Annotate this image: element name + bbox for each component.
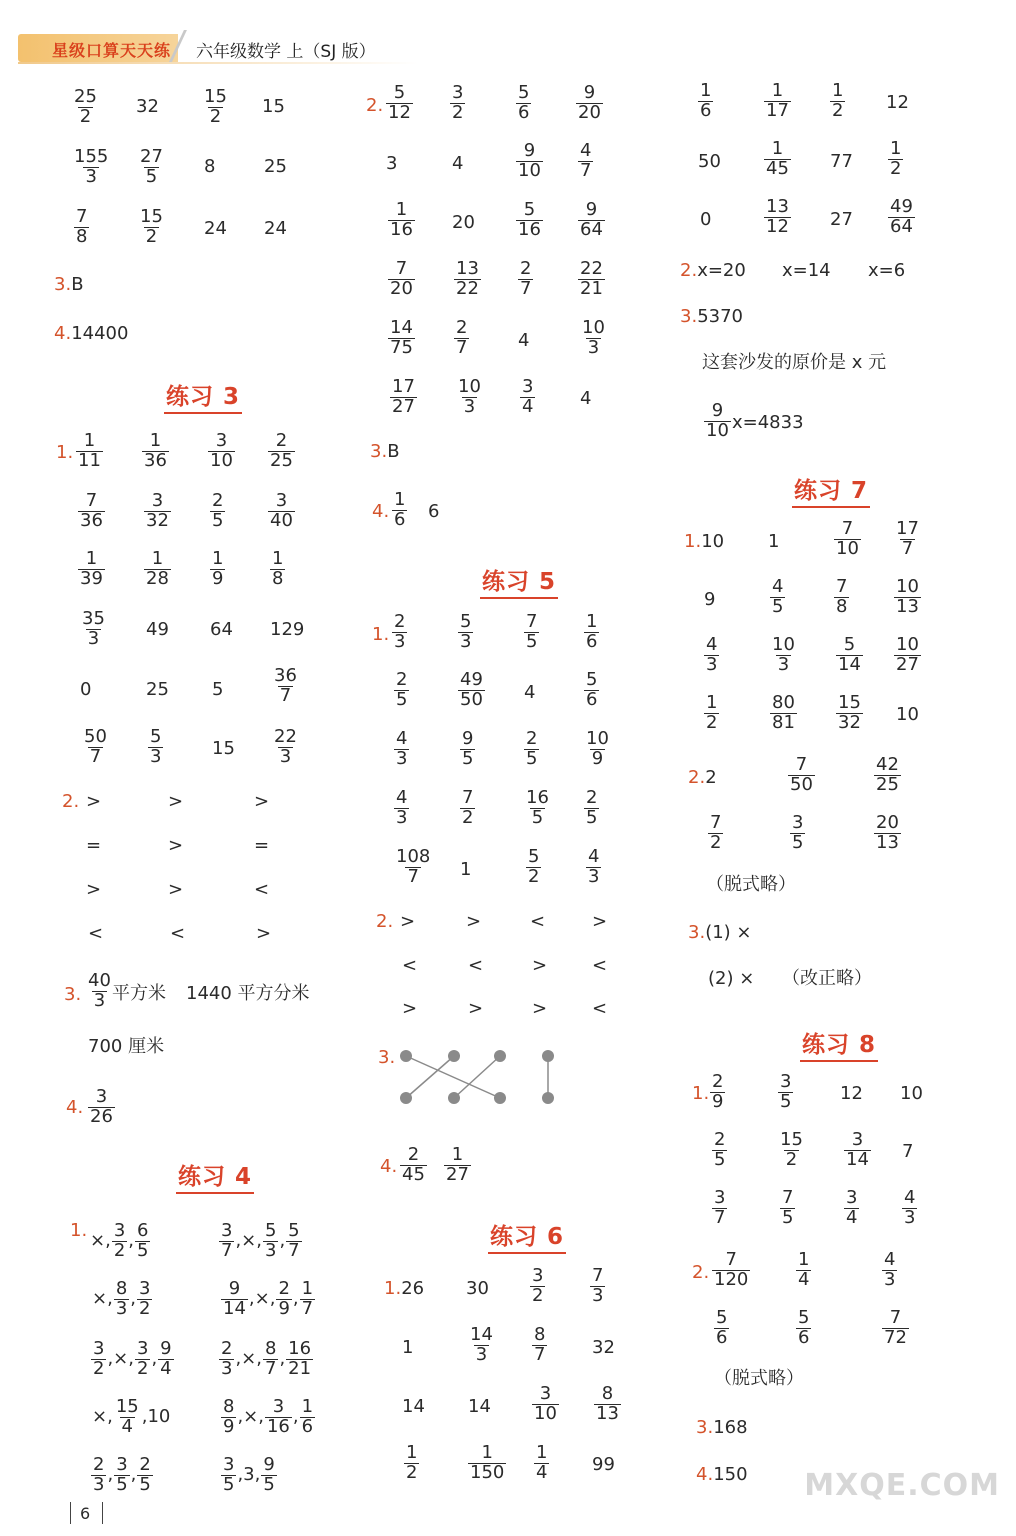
answer-fraction: $\frac{5}{6}$	[798, 1307, 810, 1348]
answer-fraction: $\frac{5}{6}$	[518, 82, 530, 123]
answer-value: 50	[698, 151, 721, 172]
answer-value: 1	[768, 531, 780, 552]
answer-fraction: $\frac{2}{5}$	[396, 669, 408, 710]
answer-fraction: $\frac{80}{81}$	[772, 692, 795, 733]
answer-fraction: $\frac{2}{5}$	[526, 728, 538, 769]
answer-fraction: $\frac{5}{2}$	[528, 846, 540, 887]
answer-fraction: $\frac{3}{10}$	[210, 430, 233, 471]
item-number: 3.	[64, 984, 82, 1005]
answer-fraction: $\frac{1}{2}$	[832, 80, 844, 121]
answer-value: 8	[204, 156, 216, 177]
item-number: 4.	[380, 1156, 398, 1177]
answer-value: 64	[210, 619, 233, 640]
exercise-8-title: 练习 8	[800, 1026, 878, 1062]
equation-answer: x=6	[868, 260, 906, 281]
answer-fraction: $\frac{27}{5}$	[140, 146, 163, 187]
answer-fraction: $\frac{155}{3}$	[74, 146, 109, 187]
answer-fraction: $\frac{20}{13}$	[876, 812, 899, 853]
compare-symbol: >	[86, 791, 102, 812]
compare-symbol: <	[530, 911, 546, 932]
page-number-divider	[102, 1502, 103, 1524]
answer-fraction: $\frac{3}{4}$	[522, 376, 534, 417]
answer-fraction: $\frac{5}{16}$	[518, 199, 541, 240]
answer-fraction: $\frac{17}{27}$	[392, 376, 415, 417]
answer-value: 1	[402, 1337, 414, 1358]
answer-fraction: $\frac{2}{7}$	[456, 317, 468, 358]
answer-fraction: $\frac{4}{3}$	[884, 1249, 896, 1290]
answer-fraction: $\frac{1}{6}$	[700, 80, 712, 121]
compare-symbol: <	[592, 998, 608, 1019]
answer-fraction: $\frac{1}{39}$	[80, 548, 103, 589]
answer-fraction: $\frac{10}{27}$	[896, 634, 919, 675]
answer-fraction: $\frac{1}{36}$	[144, 430, 167, 471]
answer-fraction: $\frac{5}{12}$	[388, 82, 411, 123]
answer-value: 0	[80, 679, 92, 700]
answer-fraction: $\frac{7}{20}$	[390, 258, 413, 299]
answer-value: (2) ×	[708, 968, 755, 989]
answer-row: $\frac{3}{2}$ ,×, $\frac{3}{2}$ , $\frac{9}{4}$	[93, 1338, 172, 1379]
item-number: 2.	[692, 1262, 710, 1283]
item-number: 2.	[376, 911, 394, 932]
answer-value: 4	[524, 682, 536, 703]
answer-fraction: $\frac{13}{22}$	[456, 258, 479, 299]
answer-fraction: $\frac{2}{3}$	[394, 611, 406, 652]
answer-fraction: $\frac{17}{7}$	[896, 518, 919, 559]
answer-fraction: $\frac{5}{14}$	[838, 634, 861, 675]
answer-value: 9	[704, 589, 716, 610]
answer-4: 4.14400	[54, 323, 129, 344]
answer-fraction: $\frac{15}{2}$	[204, 86, 227, 127]
answer-fraction: $\frac{3}{10}$	[534, 1383, 557, 1424]
answer-fraction: $\frac{9}{10}$	[518, 140, 541, 181]
answer-row: $\frac{9}{14}$ ,×, $\frac{2}{9}$ , $\frac{1}{7}$	[223, 1278, 314, 1319]
answer-value: 15	[212, 738, 235, 759]
answer-fraction: $\frac{1}{150}$	[470, 1442, 505, 1483]
item-number: 4.	[66, 1097, 84, 1118]
compare-symbol: >	[402, 998, 418, 1019]
answer-value: 1440 平方分米	[186, 983, 310, 1004]
answer-value: 1	[460, 859, 472, 880]
answer-fraction: $\frac{14}{3}$	[470, 1324, 493, 1365]
answer-fraction: $\frac{25}{2}$	[74, 86, 97, 127]
answer-value: 4	[580, 388, 592, 409]
answer-fraction: $\frac{35}{3}$	[82, 608, 105, 649]
answer-3: 3.B	[54, 274, 84, 295]
compare-symbol: >	[592, 911, 608, 932]
answer-fraction: $\frac{15}{32}$	[838, 692, 861, 733]
answer-fraction: $\frac{1}{17}$	[766, 80, 789, 121]
answer-fraction: $\frac{7}{5}$	[782, 1187, 794, 1228]
equation-answer: x=14	[782, 260, 831, 281]
compare-symbol: <	[254, 879, 270, 900]
answer-fraction: $\frac{15}{2}$	[780, 1129, 803, 1170]
answer-row: $\frac{3}{5}$ ,3, $\frac{9}{5}$	[223, 1454, 275, 1495]
answer-fraction: $\frac{1}{6}$	[586, 611, 598, 652]
answer-fraction: $\frac{7}{120}$	[714, 1249, 749, 1290]
answer-value: 1.10	[684, 531, 725, 552]
item-number: 1.	[372, 624, 390, 645]
note-text: （脱式略）	[714, 1368, 804, 1389]
answer-value: 700 厘米	[88, 1036, 165, 1057]
item-number: 1.	[56, 442, 74, 463]
answer-fraction: $\frac{10}{3}$	[458, 376, 481, 417]
answer-fraction: $\frac{1}{8}$	[272, 548, 284, 589]
answer-fraction: $\frac{1}{28}$	[146, 548, 169, 589]
answer-fraction: $\frac{1}{16}$	[390, 199, 413, 240]
answer-fraction: $\frac{1}{2}$	[890, 138, 902, 179]
answer-fraction: $\frac{2}{45}$	[402, 1144, 425, 1185]
answer-fraction: $\frac{9}{5}$	[462, 728, 474, 769]
answer-fraction: $\frac{40}{3}$	[88, 970, 111, 1011]
answer-fraction: $\frac{4}{3}$	[904, 1187, 916, 1228]
compare-symbol: =	[254, 835, 270, 856]
exercise-6-title: 练习 6	[488, 1218, 566, 1254]
compare-symbol: <	[170, 923, 186, 944]
answer-fraction: $\frac{22}{3}$	[274, 726, 297, 767]
answer-row: $\frac{2}{3}$ , $\frac{3}{5}$ , $\frac{2}{5}$	[93, 1454, 151, 1495]
answer-value: 2.2	[688, 767, 717, 788]
answer-fraction: $\frac{4}{3}$	[588, 846, 600, 887]
answer-fraction: $\frac{4}{3}$	[396, 787, 408, 828]
answer-value: 10	[900, 1083, 923, 1104]
compare-symbol: >	[86, 879, 102, 900]
answer-3: 3.5370	[680, 306, 743, 327]
compare-symbol: >	[532, 998, 548, 1019]
answer-fraction: $\frac{7}{5}$	[526, 611, 538, 652]
compare-symbol: >	[400, 911, 416, 932]
answer-fraction: $\frac{2}{5}$	[212, 490, 224, 531]
item-number: 1.	[70, 1220, 88, 1241]
answer-value: 99	[592, 1454, 615, 1475]
compare-symbol: =	[86, 835, 102, 856]
answer-fraction: $\frac{7}{2}$	[710, 812, 722, 853]
answer-fraction: $\frac{10}{3}$	[582, 317, 605, 358]
word-problem-text: 这套沙发的原价是 x 元	[702, 352, 887, 373]
answer-fraction: $\frac{7}{50}$	[790, 754, 813, 795]
answer-fraction: $\frac{1}{4}$	[798, 1249, 810, 1290]
answer-fraction: $\frac{4}{3}$	[706, 634, 718, 675]
page-number: 6	[80, 1504, 91, 1523]
brand-title: 星级口算天天练	[52, 41, 172, 60]
answer-fraction: $\frac{3}{4}$	[846, 1187, 858, 1228]
item-number: 1.	[692, 1083, 710, 1104]
answer-value: 49	[146, 619, 169, 640]
answer-fraction: $\frac{3}{32}$	[146, 490, 169, 531]
item-number: 2.	[62, 791, 80, 812]
equation-answer: 2.x=20	[680, 260, 746, 281]
answer-fraction: $\frac{1}{4}$	[536, 1442, 548, 1483]
answer-fraction: $\frac{5}{6}$	[586, 669, 598, 710]
answer-value: 1.26	[384, 1278, 425, 1299]
answer-row: $\frac{2}{3}$ ,×, $\frac{8}{7}$ , $\frac{16}{21}$	[221, 1338, 312, 1379]
answer-fraction: $\frac{42}{25}$	[876, 754, 899, 795]
exercise-4-title: 练习 4	[176, 1158, 254, 1194]
compare-symbol: >	[256, 923, 272, 944]
compare-symbol: >	[254, 791, 270, 812]
answer-fraction: $\frac{3}{2}$	[532, 1265, 544, 1306]
answer-value: 14	[402, 1396, 425, 1417]
answer-fraction: $\frac{9}{64}$	[580, 199, 603, 240]
header-rule	[18, 62, 418, 64]
compare-symbol: >	[168, 791, 184, 812]
equation-answer: x=4833	[732, 412, 804, 433]
answer-fraction: $\frac{7}{36}$	[80, 490, 103, 531]
page-header	[0, 0, 1016, 70]
answer-value: 4.150	[696, 1464, 748, 1485]
compare-symbol: >	[468, 998, 484, 1019]
compare-symbol: <	[88, 923, 104, 944]
answer-fraction: $\frac{1}{11}$	[78, 430, 101, 471]
answer-fraction: $\frac{3}{26}$	[90, 1086, 113, 1127]
compare-symbol: >	[168, 879, 184, 900]
answer-value: 0	[700, 209, 712, 230]
answer-fraction: $\frac{3}{7}$	[714, 1187, 726, 1228]
answer-value: 12	[886, 92, 909, 113]
answer-value: 30	[466, 1278, 489, 1299]
answer-fraction: $\frac{2}{9}$	[712, 1071, 724, 1112]
answer-fraction: $\frac{5}{3}$	[150, 726, 162, 767]
answer-value: 3	[386, 153, 398, 174]
answer-value: 32	[592, 1337, 615, 1358]
compare-symbol: <	[592, 955, 608, 976]
answer-fraction: $\frac{7}{2}$	[462, 787, 474, 828]
answer-fraction: $\frac{49}{64}$	[890, 196, 913, 237]
answer-fraction: $\frac{7}{8}$	[836, 576, 848, 617]
answer-value: 15	[262, 96, 285, 117]
exercise-7-title: 练习 7	[792, 472, 870, 508]
compare-symbol: >	[532, 955, 548, 976]
answer-fraction: $\frac{36}{7}$	[274, 665, 297, 706]
answer-value: 27	[830, 209, 853, 230]
answer-fraction: $\frac{108}{7}$	[396, 846, 431, 887]
answer-fraction: $\frac{9}{10}$	[706, 400, 729, 441]
answer-row: ×, $\frac{3}{2}$ , $\frac{6}{5}$	[90, 1220, 149, 1261]
answer-fraction: $\frac{2}{5}$	[714, 1129, 726, 1170]
answer-fraction: $\frac{1}{9}$	[212, 548, 224, 589]
compare-symbol: <	[468, 955, 484, 976]
exercise-5-title: 练习 5	[480, 563, 558, 599]
answer-value: 25	[264, 156, 287, 177]
answer-fraction: $\frac{7}{10}$	[836, 518, 859, 559]
answer-fraction: $\frac{1}{2}$	[706, 692, 718, 733]
note-text: （脱式略）	[706, 874, 796, 895]
unit-text: 平方米	[112, 983, 166, 1004]
answer-row: $\frac{3}{7}$ ,×, $\frac{5}{3}$ , $\frac{5}{7}$	[221, 1220, 300, 1261]
answer-value: 5	[212, 679, 224, 700]
answer-value: 24	[204, 218, 227, 239]
answer-fraction: $\frac{3}{40}$	[270, 490, 293, 531]
answer-fraction: $\frac{2}{5}$	[586, 787, 598, 828]
item-number: 4.	[372, 501, 390, 522]
answer-fraction: $\frac{7}{72}$	[884, 1307, 907, 1348]
answer-value: 12	[840, 1083, 863, 1104]
answer-value: 4	[452, 153, 464, 174]
answer-value: 24	[264, 218, 287, 239]
answer-fraction: $\frac{10}{3}$	[772, 634, 795, 675]
compare-symbol: >	[168, 835, 184, 856]
answer-fraction: $\frac{9}{20}$	[578, 82, 601, 123]
answer-row: $\frac{8}{9}$ ,×, $\frac{3}{16}$ , $\frac{1}{6}$	[223, 1396, 314, 1437]
answer-fraction: $\frac{10}{13}$	[896, 576, 919, 617]
answer-value: 6	[428, 501, 440, 522]
answer-value: 129	[270, 619, 305, 640]
answer-fraction: $\frac{8}{7}$	[534, 1324, 546, 1365]
answer-fraction: $\frac{5}{6}$	[716, 1307, 728, 1348]
answer-fraction: $\frac{8}{13}$	[596, 1383, 619, 1424]
answer-fraction: $\frac{3}{14}$	[846, 1129, 869, 1170]
answer-3: 3.B	[370, 441, 400, 462]
book-title: 六年级数学 上（SJ 版）	[196, 42, 376, 62]
answer-fraction: $\frac{7}{3}$	[592, 1265, 604, 1306]
answer-fraction: $\frac{3}{2}$	[452, 82, 464, 123]
answer-fraction: $\frac{4}{5}$	[772, 576, 784, 617]
compare-symbol: >	[466, 911, 482, 932]
answer-value: 4	[518, 330, 530, 351]
answer-fraction: $\frac{3}{5}$	[792, 812, 804, 853]
answer-value: 10	[896, 704, 919, 725]
answer-fraction: $\frac{15}{2}$	[140, 206, 163, 247]
answer-fraction: $\frac{22}{21}$	[580, 258, 603, 299]
answer-value: 7	[902, 1141, 914, 1162]
answer-fraction: $\frac{4}{3}$	[396, 728, 408, 769]
answer-fraction: $\frac{4}{7}$	[580, 140, 592, 181]
answer-fraction: $\frac{1}{45}$	[766, 138, 789, 179]
answer-fraction: $\frac{13}{12}$	[766, 196, 789, 237]
answer-fraction: $\frac{16}{5}$	[526, 787, 549, 828]
answer-fraction: $\frac{2}{25}$	[270, 430, 293, 471]
answer-row: ×, $\frac{8}{3}$ , $\frac{3}{2}$	[92, 1278, 151, 1319]
answer-fraction: $\frac{49}{50}$	[460, 669, 483, 710]
answer-fraction: $\frac{1}{2}$	[406, 1442, 418, 1483]
answer-fraction: $\frac{1}{27}$	[446, 1144, 469, 1185]
answer-value: 14	[468, 1396, 491, 1417]
item-number: 3.	[378, 1047, 396, 1068]
answer-value: 25	[146, 679, 169, 700]
answer-value: 20	[452, 212, 475, 233]
answer-fraction: $\frac{2}{7}$	[520, 258, 532, 299]
page-number-divider	[70, 1502, 71, 1524]
matching-diagram	[398, 1048, 558, 1108]
answer-fraction: $\frac{5}{3}$	[460, 611, 472, 652]
note-text: （改正略）	[782, 968, 872, 989]
answer-value: 77	[830, 151, 853, 172]
compare-symbol: <	[402, 955, 418, 976]
answer-row: ×, $\frac{15}{4}$ ,10	[92, 1396, 171, 1437]
item-number: 2.	[366, 95, 384, 116]
answer-fraction: $\frac{10}{9}$	[586, 728, 609, 769]
answer-fraction: $\frac{1}{6}$	[394, 489, 406, 530]
answer-value: 32	[136, 96, 159, 117]
watermark-logo: MXQE.COM	[804, 1468, 1000, 1503]
answer-value: 3.(1) ×	[688, 922, 752, 943]
exercise-3-title: 练习 3	[164, 378, 242, 414]
answer-fraction: $\frac{3}{5}$	[780, 1071, 792, 1112]
answer-fraction: $\frac{7}{8}$	[76, 206, 88, 247]
answer-value: 3.168	[696, 1417, 748, 1438]
answer-fraction: $\frac{14}{75}$	[390, 317, 413, 358]
answer-fraction: $\frac{50}{7}$	[84, 726, 107, 767]
